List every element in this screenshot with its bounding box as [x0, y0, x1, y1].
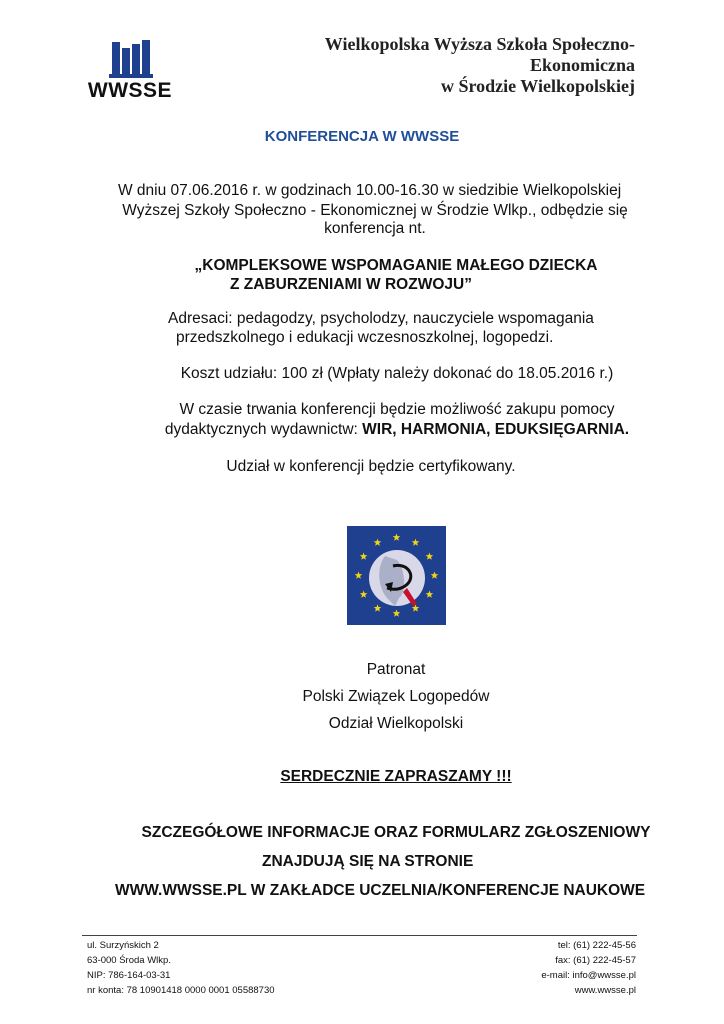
intro-line2: Wyższej Szkoły Społeczno - Ekonomicznej w Środzie Wlkp., odbędzie się	[122, 202, 628, 219]
footer-fax: fax: (61) 222-45-57	[555, 955, 636, 966]
footer-divider	[82, 935, 637, 936]
publishers: WIR, HARMONIA, EDUKSIĘGARNIA.	[362, 421, 630, 438]
school-name	[240, 34, 635, 97]
school-name-line2: w Środzie Wielkopolskiej	[440, 76, 635, 96]
footer-address	[87, 938, 387, 998]
footer-contact	[420, 938, 636, 998]
purchase-prefix: dydaktycznych wydawnictw:	[164, 421, 363, 438]
audience-line2: przedszkolnego i edukacji wczesnoszkolnej, logopedzi.	[176, 329, 554, 346]
audience-line1: Adresaci: pedagodzy, psycholodzy, nauczyciele wspomagania	[168, 310, 594, 327]
certificate-info: Udział w konferencji będzie certyfikowany.	[226, 458, 516, 475]
logo-text: WWSSE	[87, 79, 173, 102]
footer-phone: tel: (61) 222-45-56	[557, 940, 636, 951]
logopedic-association-emblem	[347, 526, 446, 625]
cost-info: Koszt udziału: 100 zł (Wpłaty należy dokonać do 18.05.2016 r.)	[180, 365, 614, 382]
footer-left-line: 63-000 Środa Wlkp.	[87, 955, 171, 966]
topic-line1: „KOMPLEKSOWE WSPOMAGANIE MAŁEGO DZIECKA	[194, 257, 598, 274]
footer-left-line: nr konta: 78 10901418 0000 0001 05588730	[87, 985, 275, 996]
info-line3: WWW.WWSSE.PL W ZAKŁADCE UCZELNIA/KONFERENCJE NAUKOWE	[115, 882, 646, 899]
patronage-branch: Odział Wielkopolski	[328, 715, 464, 732]
info-line2: ZNAJDUJĄ SIĘ NA STRONIE	[262, 853, 474, 870]
patronage-heading: Patronat	[366, 661, 426, 678]
purchase-line2	[0, 420, 724, 440]
school-name-line1: Wielkopolska Wyższa Szkoła Społeczno-Ekonomiczna	[324, 34, 635, 75]
page-title: KONFERENCJA W WWSSE	[264, 128, 460, 145]
footer-left-line: NIP: 786-164-03-31	[87, 970, 171, 981]
footer-website[interactable]: www.wwsse.pl	[574, 985, 636, 996]
intro-line1: W dniu 07.06.2016 r. w godzinach 10.00-16.30 w siedzibie Wielkopolskiej	[118, 182, 622, 199]
topic-line2: Z ZABURZENIAMI W ROZWOJU”	[230, 276, 472, 293]
footer-left-line: ul. Surzyńskich 2	[87, 940, 159, 951]
intro-line3: konferencja nt.	[324, 220, 426, 237]
footer-email[interactable]: e-mail: info@wwsse.pl	[541, 970, 636, 981]
purchase-line1: W czasie trwania konferencji będzie możliwość zakupu pomocy	[179, 401, 615, 418]
patronage-org: Polski Związek Logopedów	[302, 688, 490, 705]
info-line1: SZCZEGÓŁOWE INFORMACJE ORAZ FORMULARZ ZGŁOSZENIOWY	[141, 824, 651, 841]
invitation: SERDECZNIE ZAPRASZAMY !!!	[280, 768, 512, 785]
